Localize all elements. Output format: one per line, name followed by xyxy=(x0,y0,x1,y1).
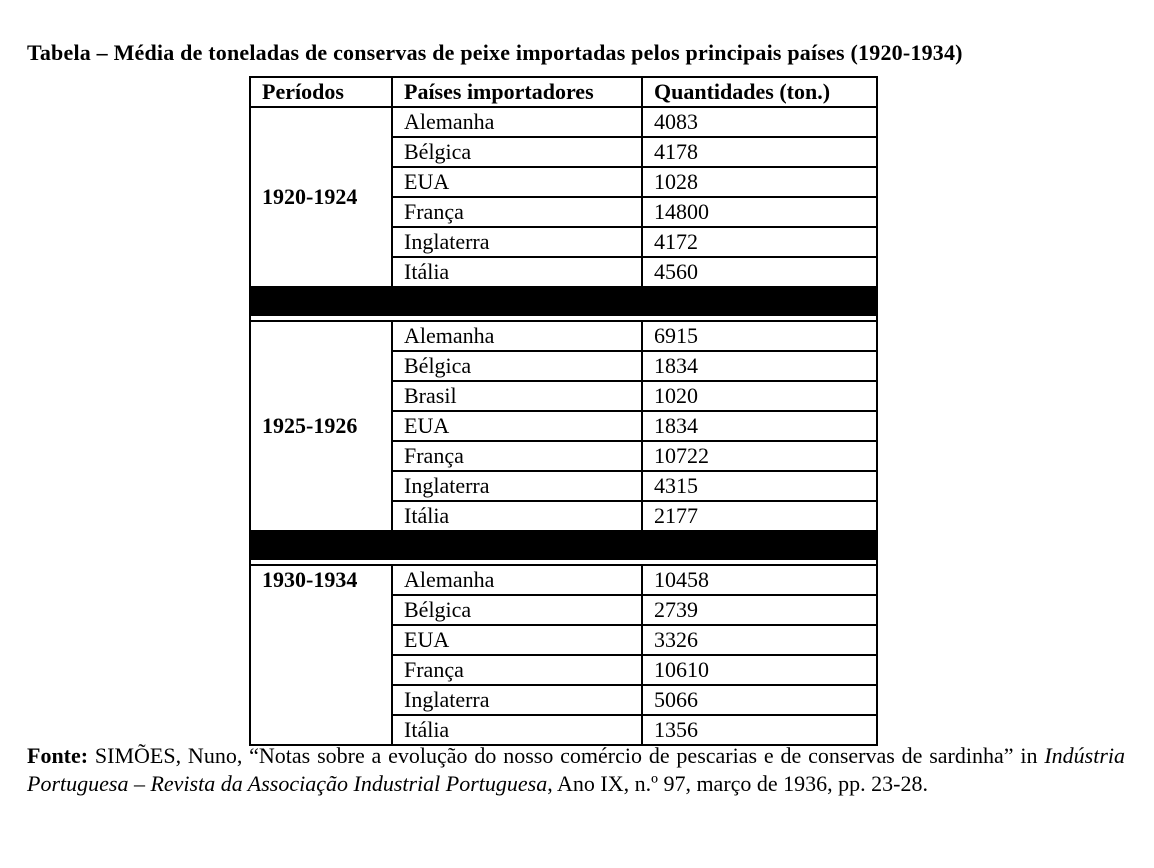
table-row xyxy=(250,321,877,351)
source-text-after-journal: , Ano IX, n.º 97, março de 1936, pp. 23-28. xyxy=(547,771,929,796)
header-row xyxy=(250,77,877,107)
country-cell: Alemanha xyxy=(392,565,642,595)
country-cell: Itália xyxy=(392,501,642,531)
source-citation xyxy=(27,742,1125,798)
quantity-cell: 10722 xyxy=(642,441,877,471)
country-cell: Bélgica xyxy=(392,351,642,381)
source-journal-title: Indústria Portuguesa – Revista da Associação Industrial Portuguesa xyxy=(27,743,1125,796)
separator-bar xyxy=(250,287,877,315)
country-cell: Brasil xyxy=(392,381,642,411)
group-separator xyxy=(250,531,877,565)
country-cell: EUA xyxy=(392,625,642,655)
country-cell: França xyxy=(392,655,642,685)
imports-table xyxy=(249,76,878,746)
country-cell: Inglaterra xyxy=(392,471,642,501)
country-cell: Bélgica xyxy=(392,137,642,167)
country-cell: Inglaterra xyxy=(392,227,642,257)
group-separator xyxy=(250,287,877,321)
quantity-cell: 4315 xyxy=(642,471,877,501)
quantity-cell: 1834 xyxy=(642,411,877,441)
country-cell: França xyxy=(392,197,642,227)
separator-bar-cell xyxy=(250,531,877,559)
separator-bar-cell xyxy=(250,287,877,315)
period-group-1930-1934 xyxy=(250,565,877,745)
country-cell: França xyxy=(392,441,642,471)
quantity-cell: 3326 xyxy=(642,625,877,655)
source-label: Fonte: xyxy=(27,743,89,768)
period-cell: 1925-1926 xyxy=(250,321,392,531)
table-row xyxy=(250,565,877,595)
country-cell: Inglaterra xyxy=(392,685,642,715)
period-group-1920-1924 xyxy=(250,107,877,287)
country-cell: EUA xyxy=(392,167,642,197)
country-cell: Bélgica xyxy=(392,595,642,625)
country-cell: Itália xyxy=(392,715,642,745)
column-header-1: Períodos xyxy=(250,77,392,107)
quantity-cell: 5066 xyxy=(642,685,877,715)
country-cell: Alemanha xyxy=(392,107,642,137)
period-cell: 1930-1934 xyxy=(250,565,392,745)
country-cell: Itália xyxy=(392,257,642,287)
quantity-cell: 2739 xyxy=(642,595,877,625)
table-header xyxy=(250,77,877,107)
period-group-1925-1926 xyxy=(250,321,877,531)
country-cell: EUA xyxy=(392,411,642,441)
quantity-cell: 6915 xyxy=(642,321,877,351)
quantity-cell: 4172 xyxy=(642,227,877,257)
quantity-cell: 4560 xyxy=(642,257,877,287)
separator-bar xyxy=(250,531,877,559)
quantity-cell: 14800 xyxy=(642,197,877,227)
table-title: Tabela – Média de toneladas de conservas de peixe importadas pelos principais países (1920-1934) xyxy=(27,40,963,65)
quantity-cell: 10458 xyxy=(642,565,877,595)
quantity-cell: 2177 xyxy=(642,501,877,531)
quantity-cell: 4083 xyxy=(642,107,877,137)
country-cell: Alemanha xyxy=(392,321,642,351)
quantity-cell: 1020 xyxy=(642,381,877,411)
quantity-cell: 4178 xyxy=(642,137,877,167)
column-header-2: Países importadores xyxy=(392,77,642,107)
quantity-cell: 1028 xyxy=(642,167,877,197)
column-header-3: Quantidades (ton.) xyxy=(642,77,877,107)
quantity-cell: 10610 xyxy=(642,655,877,685)
table-row xyxy=(250,107,877,137)
quantity-cell: 1356 xyxy=(642,715,877,745)
period-cell: 1920-1924 xyxy=(250,107,392,287)
source-text-before-journal: SIMÕES, Nuno, “Notas sobre a evolução do nosso comércio de pescarias e de conservas de sardinha” in xyxy=(88,743,1045,768)
quantity-cell: 1834 xyxy=(642,351,877,381)
